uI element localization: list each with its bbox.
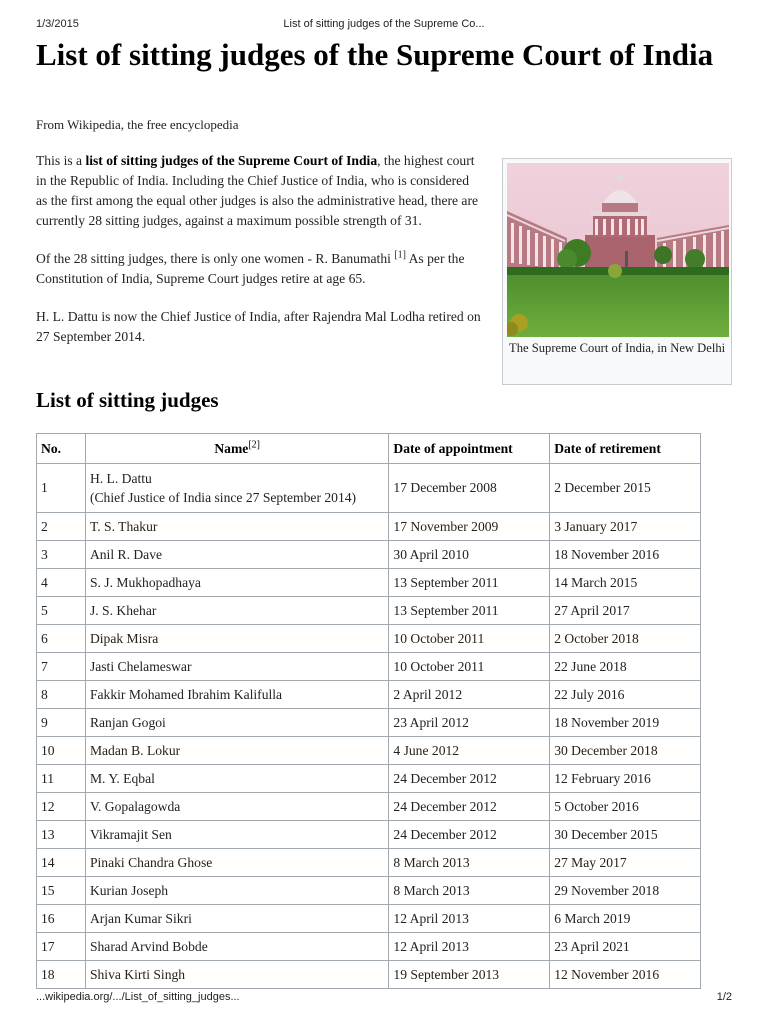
judge-number: 14: [37, 849, 86, 877]
column-header-appointment: Date of appointment: [389, 434, 550, 464]
judge-name-cell: [85, 569, 388, 597]
table-row: [37, 961, 701, 989]
table-row: [37, 541, 701, 569]
appointment-date: 4 June 2012: [389, 737, 550, 765]
retirement-date: 27 April 2017: [550, 597, 701, 625]
judge-name-link[interactable]: J. S. Khehar: [89, 603, 157, 618]
judge-name-link[interactable]: Kurian Joseph: [89, 883, 169, 898]
table-row: [37, 597, 701, 625]
table-row: [37, 821, 701, 849]
judge-number: 12: [37, 793, 86, 821]
print-header: [36, 18, 732, 32]
appointment-date: 30 April 2010: [389, 541, 550, 569]
judge-name-cell: [85, 765, 388, 793]
retirement-date: 6 March 2019: [550, 905, 701, 933]
table-row: [37, 709, 701, 737]
intro-p2-lead: Of the 28 sitting judges, there is only one women - R. Banumathi: [36, 251, 395, 266]
judge-number: 5: [37, 597, 86, 625]
appointment-date: 12 April 2013: [389, 933, 550, 961]
reference-link-1[interactable]: [1]: [394, 249, 406, 261]
judge-name-cell: [85, 513, 388, 541]
appointment-date: 10 October 2011: [389, 653, 550, 681]
column-header-no: No.: [37, 434, 86, 464]
judge-number: 7: [37, 653, 86, 681]
judge-name-cell: [85, 821, 388, 849]
tagline: From Wikipedia, the free encyclopedia: [36, 117, 239, 132]
retirement-date: 3 January 2017: [550, 513, 701, 541]
judge-number: 1: [37, 464, 86, 513]
print-date: 1/3/2015: [36, 18, 79, 30]
retirement-date: 22 July 2016: [550, 681, 701, 709]
intro-p2-rest: As per the Constitution of India, Supreme Court judges retire at age 65.: [36, 251, 465, 286]
retirement-date: 12 November 2016: [550, 961, 701, 989]
appointment-date: 19 September 2013: [389, 961, 550, 989]
table-row: [37, 464, 701, 513]
appointment-date: 13 September 2011: [389, 569, 550, 597]
appointment-date: 8 March 2013: [389, 877, 550, 905]
table-row: [37, 849, 701, 877]
intro-p1-lead: This is a: [36, 153, 86, 168]
judge-name-cell: [85, 541, 388, 569]
table-row: [37, 653, 701, 681]
judge-number: 9: [37, 709, 86, 737]
judge-name-cell: [85, 961, 388, 989]
judge-name-cell: [85, 849, 388, 877]
judge-name-cell: [85, 597, 388, 625]
appointment-date: 24 December 2012: [389, 765, 550, 793]
judge-name-cell: [85, 464, 388, 513]
intro-p1-rest: , the highest court in the Republic of India. Including the Chief Justice of India, who is considered as the first among the equal other judges is also the administrative head, there are currently 28 sitting judges, against a maximum possible strength of 31.: [36, 153, 479, 228]
judge-note: (Chief Justice of India since 27 September 2014): [89, 490, 357, 505]
intro-text: [36, 151, 482, 365]
reference-link-2[interactable]: [2]: [248, 438, 260, 450]
page-title: List of sitting judges of the Supreme Court of India: [36, 37, 714, 72]
judge-number: 6: [37, 625, 86, 653]
retirement-date: 14 March 2015: [550, 569, 701, 597]
judge-name-link[interactable]: Pinaki Chandra Ghose: [89, 855, 213, 870]
retirement-date: 5 October 2016: [550, 793, 701, 821]
judge-number: 16: [37, 905, 86, 933]
judge-number: 18: [37, 961, 86, 989]
appointment-date: 23 April 2012: [389, 709, 550, 737]
appointment-date: 10 October 2011: [389, 625, 550, 653]
judge-number: 3: [37, 541, 86, 569]
column-header-name: [85, 434, 388, 464]
section-heading: List of sitting judges: [36, 388, 219, 412]
intro-p1-bold: list of sitting judges of the Supreme Court of India: [85, 153, 378, 168]
retirement-date: 2 October 2018: [550, 625, 701, 653]
table-row: [37, 513, 701, 541]
retirement-date: 23 April 2021: [550, 933, 701, 961]
retirement-date: 22 June 2018: [550, 653, 701, 681]
judge-name-cell: [85, 737, 388, 765]
appointment-date: 17 December 2008: [389, 464, 550, 513]
retirement-date: 2 December 2015: [550, 464, 701, 513]
intro-paragraph-2: [36, 249, 482, 289]
judge-number: 10: [37, 737, 86, 765]
table-body: [37, 464, 701, 989]
judge-name-link[interactable]: Ranjan Gogoi: [89, 715, 166, 730]
print-footer: [36, 991, 732, 1005]
judge-name-cell: [85, 625, 388, 653]
print-page-title: List of sitting judges of the Supreme Co...: [283, 18, 485, 30]
judge-name-link[interactable]: Vikramajit Sen: [89, 827, 172, 842]
retirement-date: 30 December 2015: [550, 821, 701, 849]
retirement-date: 18 November 2016: [550, 541, 701, 569]
judge-name-cell: [85, 933, 388, 961]
judge-name-link[interactable]: Madan B. Lokur: [89, 743, 181, 758]
retirement-date: 12 February 2016: [550, 765, 701, 793]
table-row: [37, 569, 701, 597]
judge-number: 15: [37, 877, 86, 905]
appointment-date: 17 November 2009: [389, 513, 550, 541]
retirement-date: 18 November 2019: [550, 709, 701, 737]
table-header-row: [37, 434, 701, 464]
judge-number: 4: [37, 569, 86, 597]
judge-name-link[interactable]: Dipak Misra: [89, 631, 159, 646]
appointment-date: 2 April 2012: [389, 681, 550, 709]
judge-number: 13: [37, 821, 86, 849]
judge-name-link[interactable]: Sharad Arvind Bobde: [89, 939, 208, 954]
judges-table: [36, 433, 701, 989]
appointment-date: 12 April 2013: [389, 905, 550, 933]
judge-name-link[interactable]: Jasti Chelameswar: [89, 659, 192, 674]
appointment-date: 24 December 2012: [389, 821, 550, 849]
judge-name-link[interactable]: Fakkir Mohamed Ibrahim Kalifulla: [89, 687, 283, 702]
judge-number: 2: [37, 513, 86, 541]
judge-name-link[interactable]: Anil R. Dave: [89, 547, 163, 562]
table-row: [37, 905, 701, 933]
retirement-date: 30 December 2018: [550, 737, 701, 765]
retirement-date: 27 May 2017: [550, 849, 701, 877]
appointment-date: 13 September 2011: [389, 597, 550, 625]
intro-paragraph-1: [36, 151, 482, 231]
judge-name-link[interactable]: H. L. Dattu: [89, 471, 152, 486]
page-number: 1/2: [716, 991, 732, 1003]
judge-name-cell: [85, 905, 388, 933]
table-row: [37, 933, 701, 961]
judge-name-link[interactable]: V. Gopalagowda: [89, 799, 181, 814]
judge-name-cell: [85, 793, 388, 821]
print-url: ...wikipedia.org/.../List_of_sitting_judges...: [36, 991, 240, 1003]
appointment-date: 8 March 2013: [389, 849, 550, 877]
table-row: [37, 681, 701, 709]
judge-name-cell: [85, 877, 388, 905]
image-caption: The Supreme Court of India, in New Delhi: [509, 341, 726, 355]
appointment-date: 24 December 2012: [389, 793, 550, 821]
retirement-date: 29 November 2018: [550, 877, 701, 905]
judge-name-link[interactable]: S. J. Mukhopadhaya: [89, 575, 201, 590]
table-row: [37, 877, 701, 905]
judge-name-cell: [85, 681, 388, 709]
intro-paragraph-3: H. L. Dattu is now the Chief Justice of India, after Rajendra Mal Lodha retired on 27 September 2014.: [36, 309, 481, 344]
table-row: [37, 625, 701, 653]
judge-name-link[interactable]: M. Y. Eqbal: [89, 771, 155, 786]
judge-name-cell: [85, 709, 388, 737]
column-header-name-label: Name: [214, 440, 249, 456]
column-header-retirement: Date of retirement: [550, 434, 701, 464]
judge-name-link[interactable]: Shiva Kirti Singh: [89, 967, 186, 982]
thumbnail-box: [502, 158, 732, 385]
judge-name-cell: [85, 653, 388, 681]
table-row: [37, 737, 701, 765]
judge-name-link[interactable]: Arjan Kumar Sikri: [89, 911, 192, 926]
table-row: [37, 765, 701, 793]
judge-number: 17: [37, 933, 86, 961]
judge-name-link[interactable]: T. S. Thakur: [89, 519, 158, 534]
judge-number: 11: [37, 765, 86, 793]
judge-number: 8: [37, 681, 86, 709]
supreme-court-photo[interactable]: [507, 163, 729, 337]
table-row: [37, 793, 701, 821]
